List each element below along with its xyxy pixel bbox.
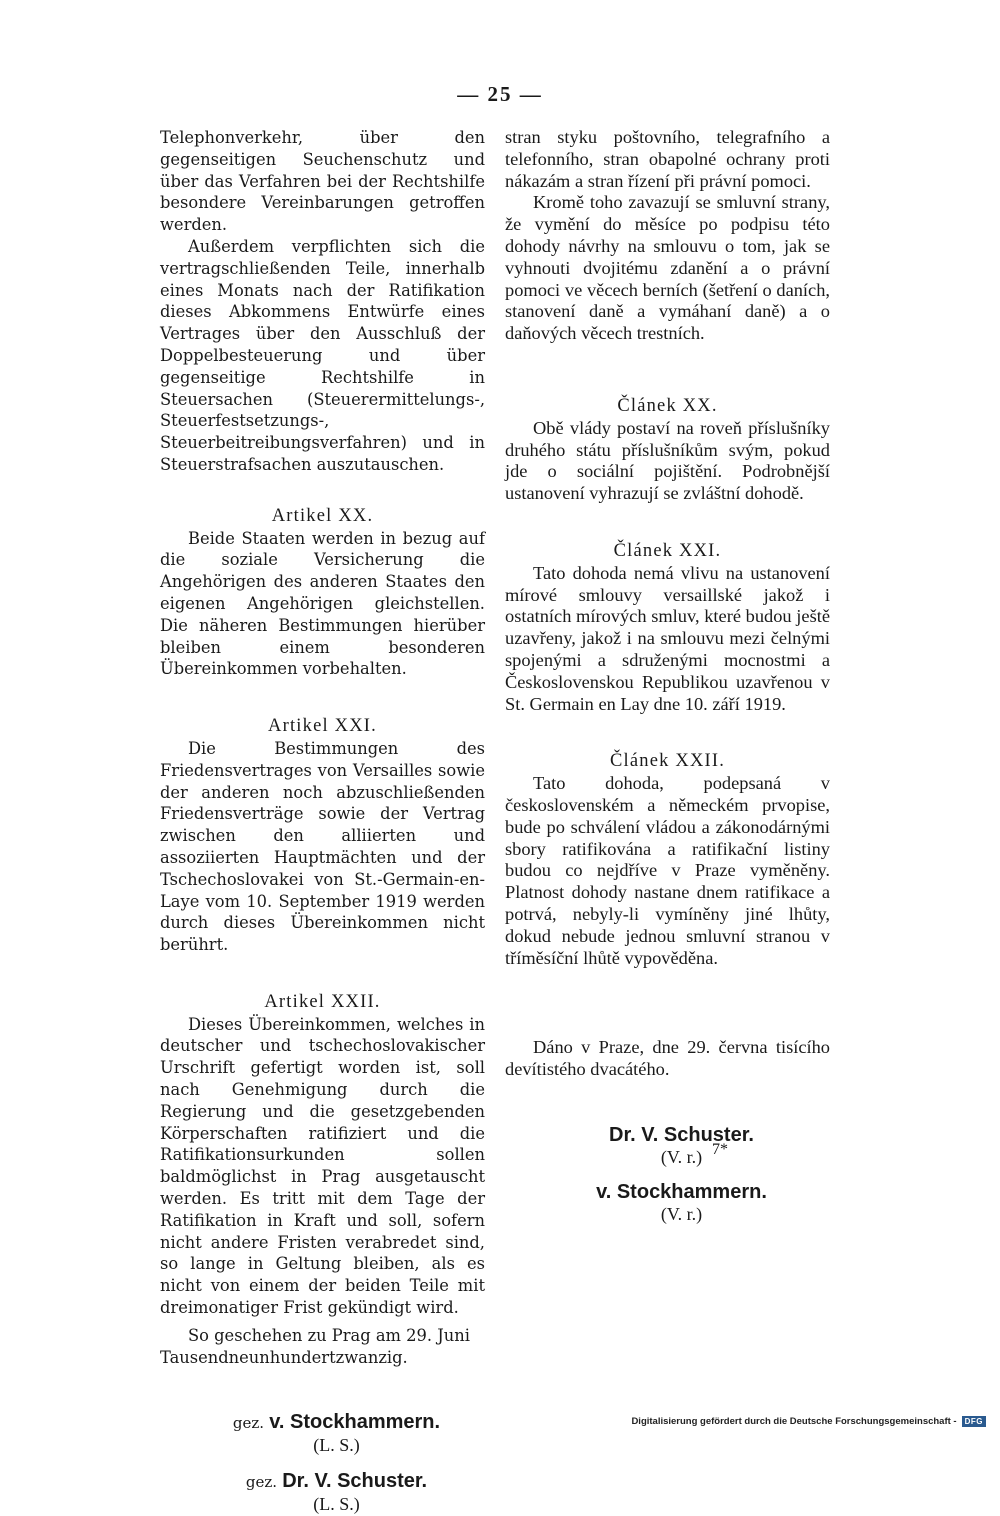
sheet-mark: 7* xyxy=(712,1141,728,1158)
german-signature-2 xyxy=(160,1471,485,1494)
signature-name: Dr. V. Schuster. xyxy=(609,1123,754,1146)
german-article-text: Die Bestimmungen des Friedensvertrages von Versailles sowie der anderen noch abzuschließenden Friedensverträge sowie der Vertrag zwischen den alliierten und assoziierten Hauptmächten und der Tschechoslovakei von St.-Germain-en-Laye vom 10. September 1919 werden durch dieses Übereinkommen nicht berührt. xyxy=(160,738,485,955)
digitization-footer xyxy=(631,1414,986,1428)
czech-article-heading: Článek XXI. xyxy=(613,540,722,561)
german-column xyxy=(160,127,485,1516)
czech-article-xxi xyxy=(505,541,830,715)
german-article-text: Beide Staaten werden in bezug auf die soziale Versicherung die Angehörigen des anderen Staates den eigenen Angehörigen gleichstellen. Die näheren Bestimmungen hierüber bleiben einem besonderen Übereinkommen vorbehalten. xyxy=(160,528,485,679)
seal-mark: (L. S.) xyxy=(313,1493,360,1514)
signature-prefix: gez. xyxy=(245,1473,278,1492)
czech-article-text: Tato dohoda, podepsaná v československém a německém prvopise, bude po schválení vládou a zákonodárnými sbory ratifikována a ratifikační listiny budou co nejdříve v Praze vyměněny. Platnost dohody nastane dnem ratifikace a potrvá, nebyly-li vymíněny jiné lhůty, dokud nebude jednou smluvní stranou v tříměsíční lhůtě vypověděna. xyxy=(505,773,830,968)
german-intro-paragraph-1: Telephonverkehr, über den gegenseitigen Seuchenschutz und über das Verfahren bei der Rechtshilfe besondere Vereinbarungen getroffen werden. xyxy=(160,128,485,235)
czech-intro-paragraph-1: stran styku poštovního, telegrafního a telefonního, stran obapolné ochrany proti nákazám a stran řízení při právní pomoci. xyxy=(505,127,830,191)
german-article-xxii xyxy=(160,992,485,1319)
czech-closing: Dáno v Praze, dne 29. června tisícího devítistého dvacátého. xyxy=(505,1037,830,1080)
german-article-heading: Artikel XXI. xyxy=(268,716,377,737)
german-signatures xyxy=(160,1412,485,1515)
german-signature-1 xyxy=(160,1412,485,1435)
signature-prefix: gez. xyxy=(232,1414,265,1433)
german-article-text: Dieses Übereinkommen, welches in deutscher und tschechoslovakischer Urschrift gefertigt worden ist, soll nach Genehmigung durch die Regierung und die gesetzgebenden Körperschaften ratifiziert und die Ratifikationsurkunden sollen baldmöglichst in Prag ausgetauscht werden. Es tritt mit dem Tage der Ratifikation in Kraft und soll, sofern nicht andere Fristen verabredet sind, so lange in Geltung bleiben, als es nicht von einem der beiden Teile mit dreimonatiger Frist gekündigt wird. xyxy=(160,1014,485,1318)
german-article-xx xyxy=(160,506,485,680)
german-intro-paragraph-2: Außerdem verpflichten sich die vertragschließenden Teile, innerhalb eines Monats nach der Ratifikation dieses Abkommens Entwürfe eines Vertrages über den Ausschluß der Doppelbesteuerung und über gegenseitige Rechtshilfe in Steuersachen (Steuerermittelungs-, Steuerfestsetzungs-, Steuerbeitreibungsverfahren) und in Steuerstrafsachen auszutauschen. xyxy=(160,236,485,474)
seal-mark: (L. S.) xyxy=(313,1435,360,1456)
german-closing: So geschehen zu Prag am 29. Juni Tausendneunhundertzwanzig. xyxy=(160,1325,470,1367)
signature-name: v. Stockhammern. xyxy=(269,1411,441,1434)
czech-article-text: Tato dohoda nemá vlivu na ustanovení mírové smlouvy versaillské jakož i ostatních mírových smluv, které budou ještě uzavřeny, jakož i na smlouvu mezi čelnými spojenými a sdruženými mocnostmi a Československou Republikou uzavřenou v St. Germain en Lay dne 10. září 1919. xyxy=(505,562,830,714)
signature-name: v. Stockhammern. xyxy=(596,1181,767,1204)
german-article-heading: Artikel XX. xyxy=(271,505,374,526)
seal-mark: (V. r.) xyxy=(660,1204,703,1225)
footer-text: Digitalisierung gefördert durch die Deutsche Forschungsgemeinschaft - xyxy=(631,1415,957,1427)
german-article-heading: Artikel XXII. xyxy=(264,991,381,1012)
czech-intro-paragraph-2: Kromě toho zavazují se smluvní strany, že vymění do měsíce po podpisu této dohody návrhy na smlouvu o tom, jak se vyhnouti dvojitému zdanění a o právní pomoci ve věcech berních (šetření o daních, stanovení daně a vymáhaní daně) a o daňových věcech trestních. xyxy=(505,192,830,344)
czech-article-heading: Článek XX. xyxy=(617,395,718,416)
czech-article-text: Obě vlády postaví na roveň příslušníky druhého státu příslušníkům svým, pokud jde o sociální pojištění. Podrobnější ustanovení vyhrazují se zvláštní dohodě. xyxy=(505,417,830,504)
czech-article-xx xyxy=(505,396,830,505)
page-number: — 25 — xyxy=(457,82,543,106)
german-article-xxi xyxy=(160,716,485,956)
czech-signatures xyxy=(505,1125,830,1226)
czech-article-xxii xyxy=(505,751,830,969)
czech-column xyxy=(505,127,830,1226)
signature-name: Dr. V. Schuster. xyxy=(282,1470,428,1493)
czech-article-heading: Článek XXII. xyxy=(609,751,726,772)
dfg-logo-icon: DFG xyxy=(962,1416,986,1427)
seal-mark: (V. r.) xyxy=(660,1146,703,1167)
